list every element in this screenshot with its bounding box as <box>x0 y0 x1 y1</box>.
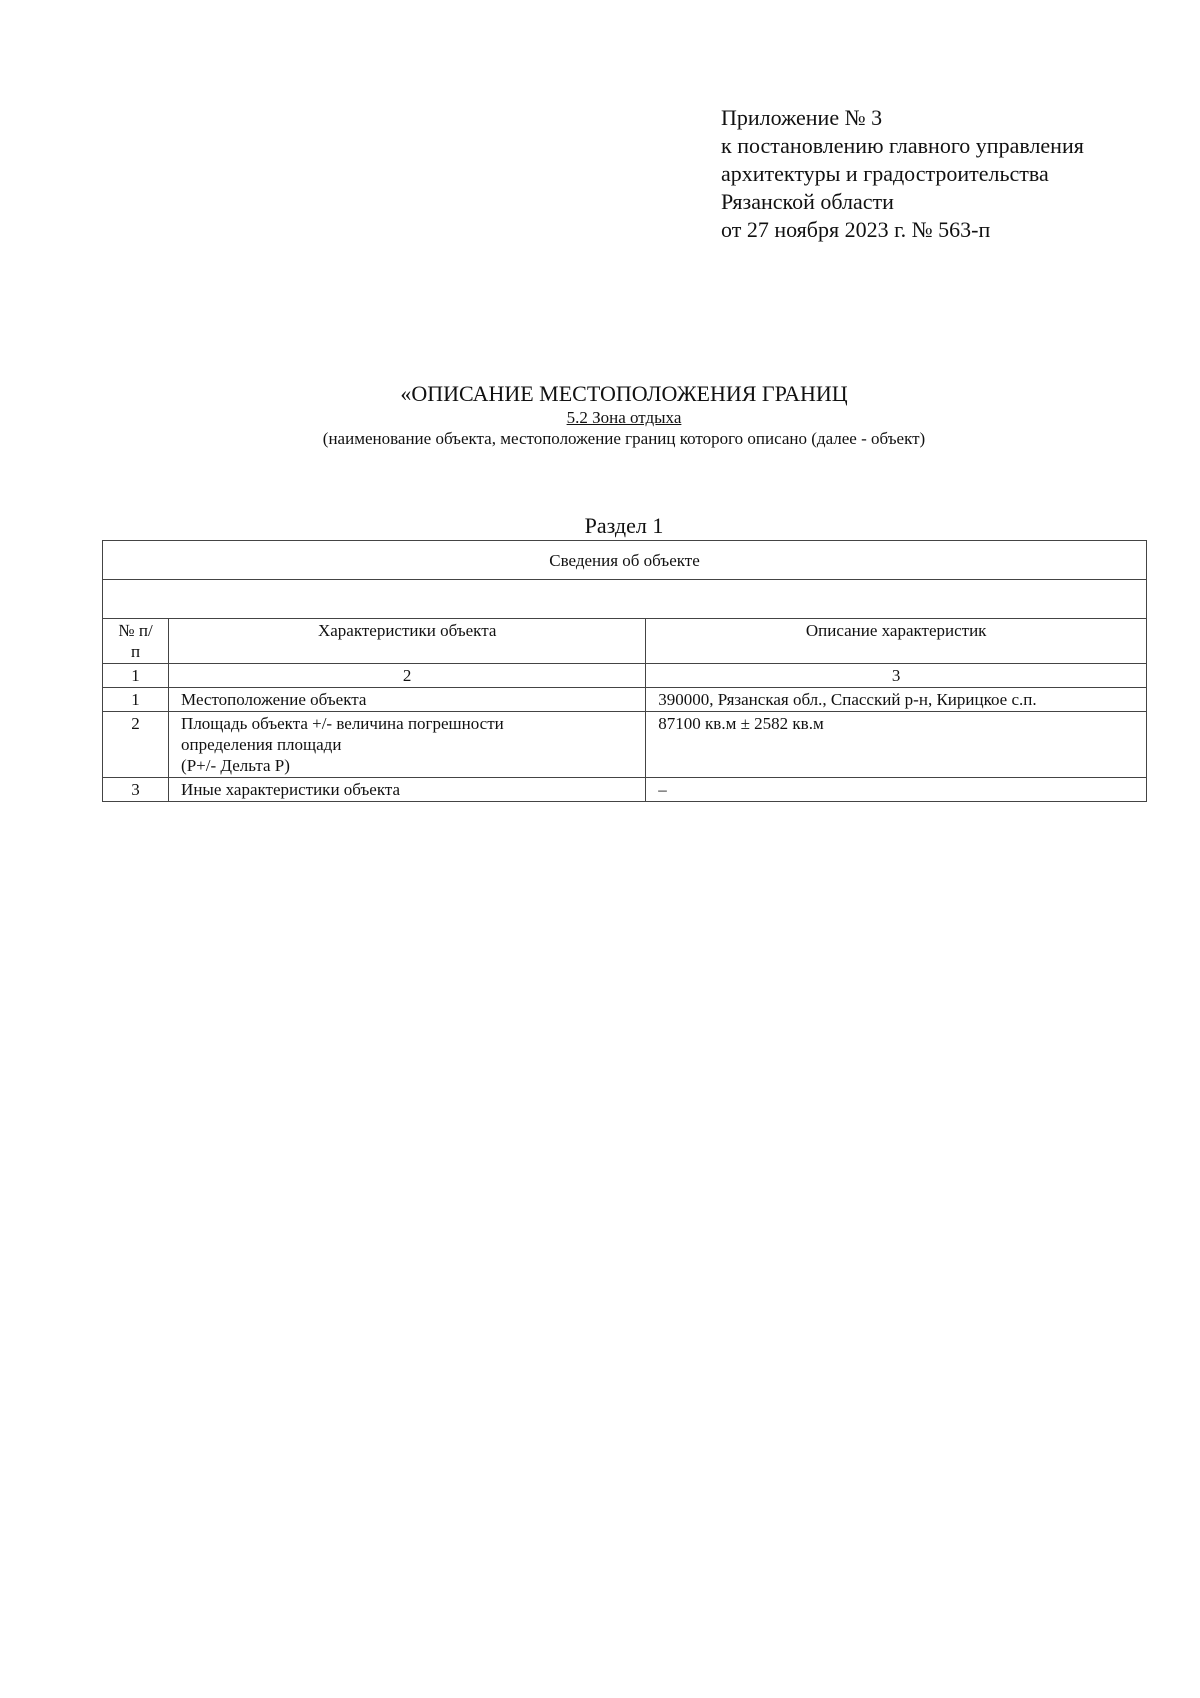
row-description: 390000, Рязанская обл., Спасский р-н, Кирицкое с.п. <box>646 688 1147 712</box>
column-number: 3 <box>646 664 1147 688</box>
table-heading: Сведения об объекте <box>103 541 1147 580</box>
column-number: 2 <box>169 664 646 688</box>
row-number: 3 <box>103 778 169 802</box>
document-title: «ОПИСАНИЕ МЕСТОПОЛОЖЕНИЯ ГРАНИЦ <box>400 381 848 406</box>
header-characteristic: Характеристики объекта <box>169 619 646 664</box>
appendix-line: архитектуры и градостроительства <box>721 161 1049 186</box>
table-heading-row <box>103 541 1147 580</box>
table-row <box>103 712 1147 778</box>
appendix-header <box>721 104 1084 244</box>
row-characteristic: Иные характеристики объекта <box>169 778 646 802</box>
appendix-line: к постановлению главного управления <box>721 133 1084 158</box>
appendix-line: Рязанской области <box>721 189 894 214</box>
row-characteristic <box>169 712 646 778</box>
row-characteristic-line: определения площади <box>181 735 342 754</box>
document-title-block <box>0 380 1200 450</box>
appendix-line: Приложение № 3 <box>721 105 883 130</box>
header-number: № п/п <box>103 619 169 664</box>
row-characteristic-line: (Р+/- Дельта Р) <box>181 756 290 775</box>
section-title: Раздел 1 <box>584 513 664 538</box>
table-row <box>103 688 1147 712</box>
table-blank-row <box>103 580 1147 619</box>
object-info-table <box>102 540 1147 802</box>
row-characteristic: Местоположение объекта <box>169 688 646 712</box>
row-description: – <box>646 778 1147 802</box>
object-name-caption: (наименование объекта, местоположение границ которого описано (далее - объект) <box>322 429 926 448</box>
object-name: 5.2 Зона отдыха <box>566 408 682 427</box>
row-description: 87100 кв.м ± 2582 кв.м <box>646 712 1147 778</box>
column-number: 1 <box>103 664 169 688</box>
table-row <box>103 778 1147 802</box>
appendix-line: от 27 ноября 2023 г. № 563-п <box>721 217 991 242</box>
row-number: 1 <box>103 688 169 712</box>
row-characteristic-line: Площадь объекта +/- величина погрешности <box>181 714 504 733</box>
row-number: 2 <box>103 712 169 778</box>
table-blank-cell <box>103 580 1147 619</box>
table-header-row <box>103 619 1147 664</box>
header-description: Описание характеристик <box>646 619 1147 664</box>
table-column-numbers-row <box>103 664 1147 688</box>
